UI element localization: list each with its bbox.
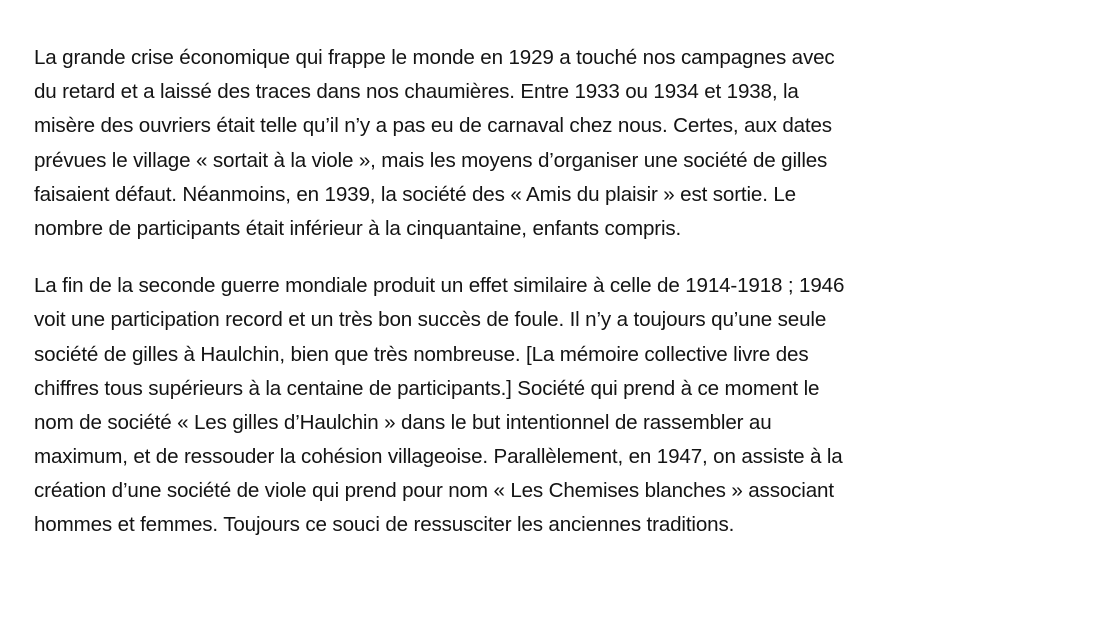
text-line: voit une participation record et un très bon succès de foule. Il n’y a toujours qu’une seule <box>34 308 827 332</box>
text-line: du retard et a laissé des traces dans nos chaumières. Entre 1933 ou 1934 et 1938, la <box>34 80 799 104</box>
text-line: nom de société « Les gilles d’Haulchin » dans le but intentionnel de rassembler au <box>34 410 772 434</box>
text-line: misère des ouvriers était telle qu’il n’y a pas eu de carnaval chez nous. Certes, aux dates <box>34 114 832 138</box>
text-line: création d’une société de viole qui prend pour nom « Les Chemises blanches » associant <box>34 479 834 503</box>
paragraph-1 <box>34 41 1074 246</box>
text-line: maximum, et de ressouder la cohésion villageoise. Parallèlement, en 1947, on assiste à la <box>34 445 843 469</box>
text-line: hommes et femmes. Toujours ce souci de ressusciter les anciennes traditions. <box>34 513 735 537</box>
paragraph-2 <box>34 269 1074 543</box>
text-line: La fin de la seconde guerre mondiale produit un effet similaire à celle de 1914-1918 ; 1946 <box>34 274 845 298</box>
document-body <box>34 41 1074 543</box>
text-line: prévues le village « sortait à la viole », mais les moyens d’organiser une société de gilles <box>34 148 828 172</box>
text-line: société de gilles à Haulchin, bien que très nombreuse. [La mémoire collective livre des <box>34 342 809 366</box>
text-line: La grande crise économique qui frappe le monde en 1929 a touché nos campagnes avec <box>34 46 835 69</box>
paragraph-spacer <box>34 246 1074 269</box>
text-line: faisaient défaut. Néanmoins, en 1939, la société des « Amis du plaisir » est sortie. Le <box>34 182 796 206</box>
text-line: chiffres tous supérieurs à la centaine de participants.] Société qui prend à ce moment le <box>34 376 820 400</box>
text-line: nombre de participants était inférieur à la cinquantaine, enfants compris. <box>34 216 682 240</box>
